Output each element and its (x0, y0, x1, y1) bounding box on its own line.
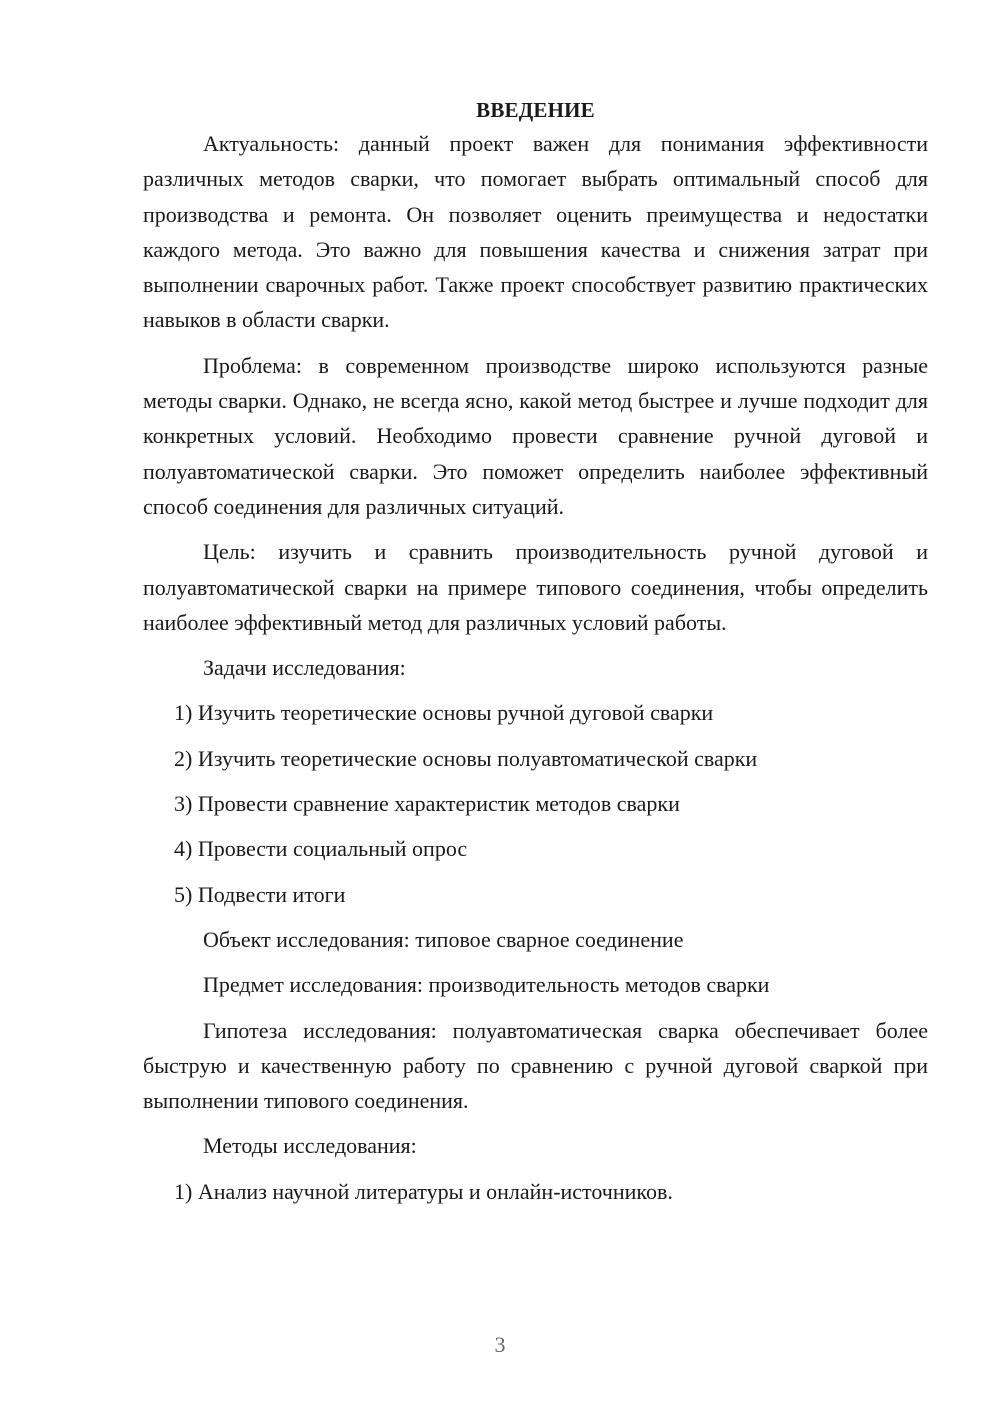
research-object: Объект исследования: типовое сварное соединение (203, 926, 684, 952)
task-item: 1) Изучить теоретические основы ручной дуговой сварки (174, 700, 714, 726)
goal-paragraph: Цель: изучить и сравнить производительность ручной дуговой и полуавтоматической сварки на примере типового соединения, чтобы определить наиболее эффективный метод для различных условий работы. (143, 539, 928, 635)
tasks-heading: Задачи исследования: (203, 655, 406, 681)
page-number: 3 (494, 1332, 506, 1357)
problem-paragraph: Проблема: в современном производстве широко используются разные методы сварки. Однако, не всегда ясно, какой метод быстрее и лучше подходит для конкретных условий. Необходимо провести сравнение ручной дуговой и полуавтоматической сварки. Это поможет определить наиболее эффективный способ соединения для различных ситуаций. (143, 352, 928, 519)
task-item: 3) Провести сравнение характеристик методов сварки (174, 791, 680, 817)
hypothesis-paragraph: Гипотеза исследования: полуавтоматическая сварка обеспечивает более быструю и качественную работу по сравнению с ручной дуговой сваркой при выполнении типового соединения. (143, 1017, 928, 1114)
research-subject: Предмет исследования: производительность методов сварки (203, 972, 770, 998)
methods-heading: Методы исследования: (203, 1133, 417, 1159)
task-item: 2) Изучить теоретические основы полуавтоматической сварки (174, 745, 758, 771)
task-item: 5) Подвести итоги (174, 881, 346, 907)
method-item: 1) Анализ научной литературы и онлайн-источников. (174, 1178, 673, 1204)
page-title: ВВЕДЕНИЕ (476, 98, 595, 122)
relevance-paragraph: Актуальность: данный проект важен для понимания эффективности различных методов сварки, что помогает выбрать оптимальный способ для производства и ремонта. Он позволяет оценить преимущества и недостатки каждого метода. Это важно для повышения качества и снижения затрат при выполнении сварочных работ. Также проект способствует развитию практических навыков в области сварки. (143, 131, 928, 333)
task-item: 4) Провести социальный опрос (174, 836, 468, 862)
document-page (143, 94, 928, 1219)
